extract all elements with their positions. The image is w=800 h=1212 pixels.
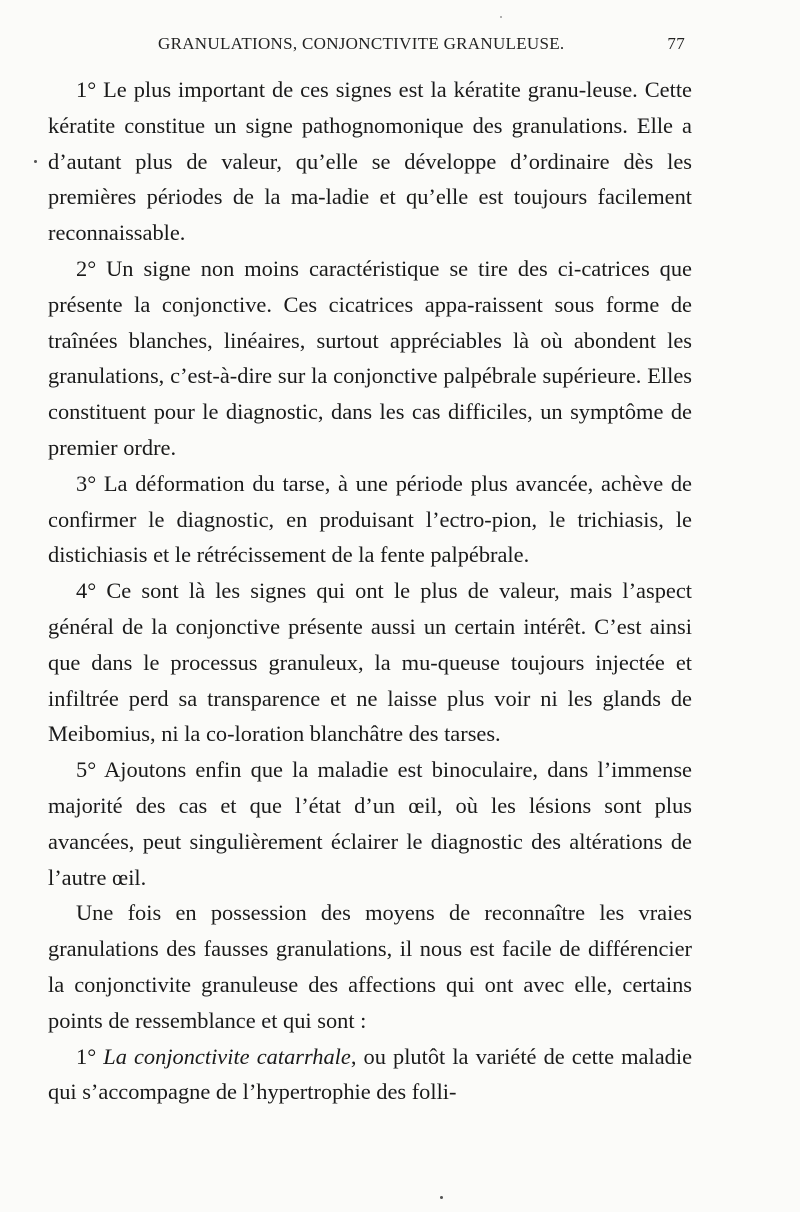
item-text: , ou plutôt la variété de cette maladie qui s’accompagne de l’hypertrophie des folli- (48, 1043, 693, 1105)
italic-term: La conjonctivite catarrhale (103, 1043, 351, 1069)
paragraph-aspect-general: 4° Ce sont là les signes qui ont le plus de valeur, mais l’aspect général de la conjonctive présente aussi un certain intérêt. C’est ainsi que dans le processus granuleux, la mu-queuse toujours injectée et infiltrée perd sa transparence et ne laisse plus voir ni les glands de Meibomius, ni la co-loration blanchâtre des tarses. (48, 578, 692, 747)
body-text (48, 72, 692, 1110)
page-number: 77 (667, 34, 685, 53)
paragraph-binoculaire: 5° Ajoutons enfin que la maladie est binoculaire, dans l’immense majorité des cas et que l’état d’un œil, où les lésions sont plus avancées, peut singulièrement éclairer le diagnostic des altérations de l’autre œil. (48, 757, 692, 890)
paragraph-keratite: 1° Le plus important de ces signes est la kératite granu-leuse. Cette kératite constitue un signe pathognomonique des granulations. Elle a d’autant plus de valeur, qu’elle se développe d’ordinaire dès les premières périodes de la ma-ladie et qu’elle est toujours facilement reconnaissable. (48, 77, 692, 246)
page-header (158, 34, 685, 60)
paragraph-tarse: 3° La déformation du tarse, à une période plus avancée, achève de confirmer le diagnostic, en produisant l’ectro-pion, le trichiasis, le distichiasis et le rétrécissement de la fente palpébrale. (48, 470, 692, 568)
ink-speck (34, 160, 37, 163)
paragraph-conjonctivite-catarrhale (48, 1039, 692, 1111)
item-number: 1° (76, 1043, 104, 1069)
paragraph-cicatrices: 2° Un signe non moins caractéristique se tire des ci-catrices que présente la conjonctive. Ces cicatrices appa-raissent sous forme de traînées blanches, linéaires, surtout appréciables là où abondent les granulations, c’est-à-dire sur la conjonctive palpébrale supérieure. Elles constituent pour le diagnostic, dans les cas difficiles, un symptôme de premier ordre. (48, 255, 692, 460)
paragraph-differencier: Une fois en possession des moyens de reconnaître les vraies granulations des fausses granulations, il nous est facile de différencier la conjonctivite granuleuse des affections qui ont avec elle, certains points de ressemblance et qui sont : (48, 900, 692, 1033)
ink-speck (500, 16, 502, 18)
running-title: GRANULATIONS, CONJONCTIVITE GRANULEUSE. (158, 34, 565, 53)
ink-speck (440, 1196, 443, 1199)
